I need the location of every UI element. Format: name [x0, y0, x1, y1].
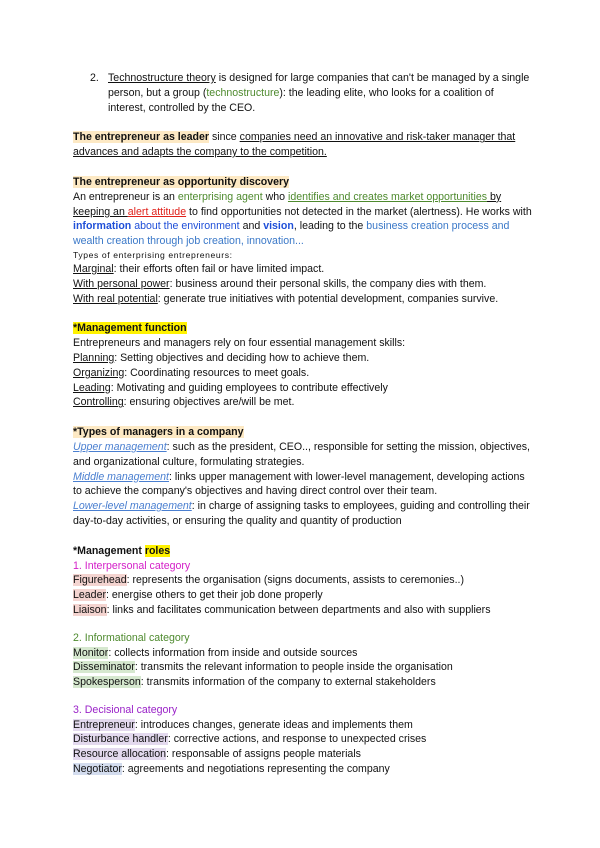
role-desc: : energise others to get their job done properly: [106, 589, 323, 602]
role-term: Spokesperson: [73, 676, 141, 689]
function-desc: : Coordinating resources to meet goals.: [124, 366, 310, 379]
information-term: information: [73, 220, 132, 233]
technostructure-paren: technostructure: [206, 86, 280, 99]
function-term: Controlling: [73, 396, 124, 409]
opportunity-heading-line: [73, 175, 533, 190]
opp-text: An entrepreneur is an: [73, 190, 178, 203]
leader-text: since: [209, 131, 240, 144]
mgr-types-heading-line: [73, 425, 533, 440]
role-figurehead: [73, 573, 533, 588]
role-desc: : collects information from inside and outside sources: [108, 646, 358, 659]
function-planning: [73, 351, 533, 366]
mgr-lower: [73, 499, 533, 529]
opportunity-heading: The entrepreneur as opportunity discovery: [73, 175, 290, 188]
mgr-upper: [73, 440, 533, 470]
role-desc: : introduces changes, generate ideas and implements them: [134, 718, 413, 731]
role-term: Entrepreneur: [73, 718, 135, 731]
role-disseminator: [73, 660, 533, 675]
role-term: Leader: [73, 589, 106, 602]
type-real-potential: [73, 292, 533, 307]
business-creation-text: business creation process and wealth creation through job creation, innovation...: [73, 220, 510, 248]
mgmt-function-heading: *Management function: [73, 322, 187, 335]
role-leader: [73, 588, 533, 603]
role-term: Figurehead: [73, 574, 127, 587]
vision-term: vision: [263, 220, 294, 233]
role-term: Disturbance handler: [73, 733, 168, 746]
mgmt-function-heading-line: [73, 321, 533, 336]
role-desc: : links and facilitates communication between departments and also with suppliers: [106, 603, 491, 616]
upper-management-link[interactable]: Upper management: [73, 440, 167, 453]
item-body: [108, 71, 533, 115]
opp-text: , leading to the: [293, 220, 367, 233]
opportunity-paragraph: [73, 190, 533, 249]
function-desc: : Motivating and guiding employees to contribute effectively: [110, 381, 388, 394]
role-term: Negotiator: [73, 763, 122, 776]
role-monitor: [73, 646, 533, 661]
role-negotiator: [73, 762, 533, 777]
mgr-middle: [73, 470, 533, 500]
role-resource-allocation: [73, 747, 533, 762]
role-desc: : transmits the relevant information to people inside the organisation: [134, 661, 453, 674]
role-disturbance-handler: [73, 732, 533, 747]
role-desc: : corrective actions, and response to unexpected crises: [167, 733, 427, 746]
environment-text: about the environment: [131, 220, 240, 233]
function-term: Organizing: [73, 366, 125, 379]
role-desc: : agreements and negotiations representing the company: [121, 763, 390, 776]
role-entrepreneur: [73, 718, 533, 733]
identifies-creates: identifies and creates market opportunities: [287, 190, 488, 203]
technostructure-term: Technostructure theory: [108, 72, 216, 84]
type-personal-power: [73, 277, 533, 292]
function-organizing: [73, 366, 533, 381]
type-marginal: [73, 262, 533, 277]
leader-paragraph: [73, 130, 533, 160]
function-leading: [73, 381, 533, 396]
numbered-item-technostructure: [90, 71, 533, 115]
opp-text: by keeping an: [73, 190, 502, 218]
function-term: Leading: [73, 381, 111, 394]
role-desc: : responsable of assigns people materials: [166, 748, 361, 761]
role-term: Monitor: [73, 646, 109, 659]
type-desc: : generate true initiatives with potential development, companies survive.: [157, 292, 499, 305]
roles-heading-line: [73, 544, 533, 559]
role-desc: : transmits information of the company to external stakeholders: [140, 676, 436, 689]
informational-title: 2. Informational category: [73, 631, 190, 644]
lower-level-management-link[interactable]: Lower-level management: [73, 500, 192, 513]
types-label: Types of enterprising entrepreneurs:: [73, 249, 233, 260]
mgr-desc: : in charge of assigning tasks to employees, guiding and controlling their day-to-day activities, or ensuring the quality and quantity of production: [73, 500, 530, 527]
opp-text: who: [262, 190, 288, 203]
roles-heading-a: *Management: [73, 544, 145, 557]
mgr-desc: : such as the president, CEO.., responsible for setting the mission, objectives, and organizational culture, formulating strategies.: [73, 440, 530, 468]
function-controlling: [73, 395, 533, 410]
type-term: Marginal: [73, 262, 114, 275]
role-term: Disseminator: [73, 661, 135, 674]
function-term: Planning: [73, 351, 115, 364]
mgmt-function-intro: Entrepreneurs and managers rely on four essential management skills:: [73, 337, 406, 350]
decisional-title: 3. Decisional category: [73, 703, 178, 716]
alert-attitude: alert attitude: [127, 205, 187, 218]
leader-heading: The entrepreneur as leader: [73, 131, 210, 144]
leader-underlined: companies need an innovative and risk-taker manager that advances and adapts the company to the competition.: [73, 131, 516, 159]
type-desc: : business around their personal skills, the company dies with them.: [169, 277, 487, 290]
role-liaison: [73, 603, 533, 618]
opp-text: to find opportunities not detected in the market (alertness). He works with: [186, 205, 532, 218]
type-desc: : their efforts often fail or have limited impact.: [113, 262, 325, 275]
function-desc: : ensuring objectives are/will be met.: [123, 396, 295, 409]
document-page: [73, 71, 533, 777]
role-spokesperson: [73, 675, 533, 690]
type-term: With personal power: [73, 277, 170, 290]
type-term: With real potential: [73, 292, 158, 305]
item-text: is designed for large companies that can't be managed by a single person, but a group (: [108, 72, 530, 99]
enterprising-agent: enterprising agent: [177, 190, 263, 203]
role-term: Liaison: [73, 603, 107, 616]
role-desc: : represents the organisation (signs documents, assists to ceremonies..): [126, 574, 465, 587]
item-number: 2.: [90, 72, 99, 84]
interpersonal-title: 1. Interpersonal category: [73, 559, 191, 572]
function-desc: : Setting objectives and deciding how to achieve them.: [114, 351, 370, 364]
opp-text: and: [239, 220, 264, 233]
role-term: Resource allocation: [73, 748, 167, 761]
mgr-desc: : links upper management with lower-level management, developing actions to achieve the company's objectives and having direct control over their team.: [73, 470, 525, 498]
mgr-types-heading: *Types of managers in a company: [73, 426, 244, 439]
item-text-end: ): the leading elite, who looks for a coalition of interest, controlled by the CEO.: [108, 86, 494, 114]
middle-management-link[interactable]: Middle management: [73, 470, 169, 483]
roles-heading-b: roles: [144, 544, 171, 557]
